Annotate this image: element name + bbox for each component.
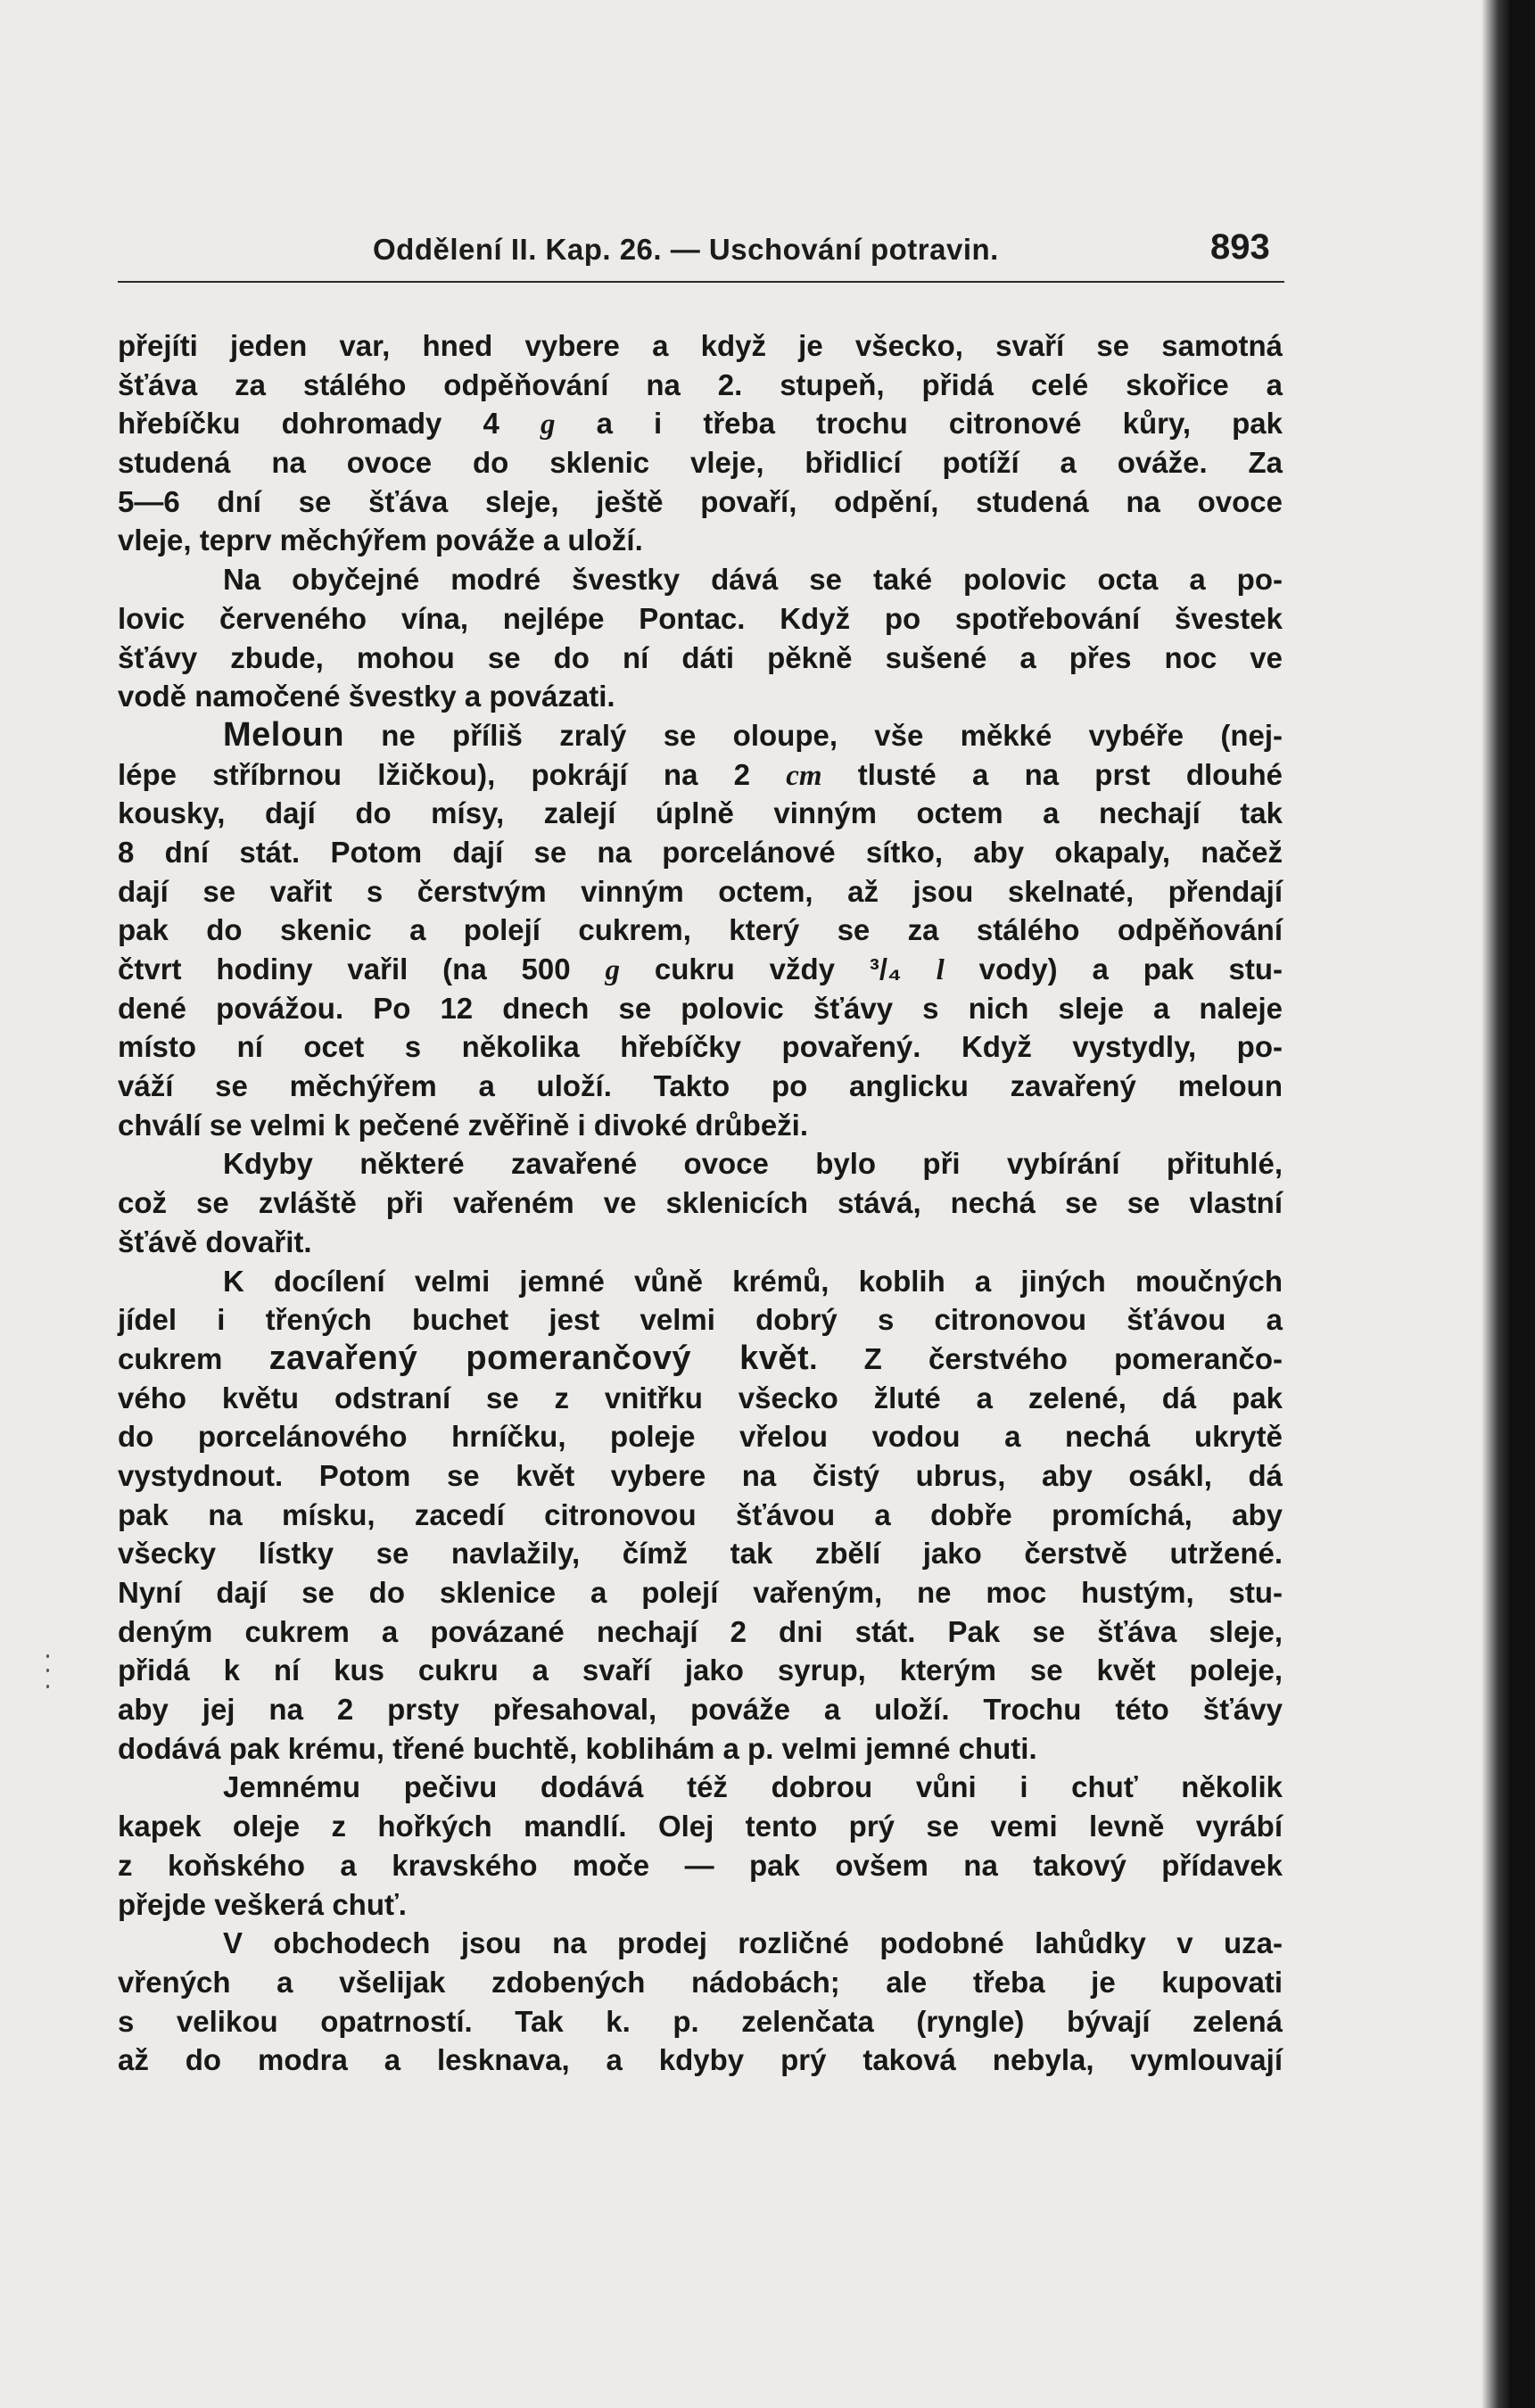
text-line: Jemnému pečivu dodává též dobrou vůni i chuť několik [223,1770,1283,1804]
page-number: 893 [1210,227,1270,267]
text-line: V obchodech jsou na prodej rozličné podobné lahůdky v uza- [223,1926,1283,1960]
text-line: 8 dní stát. Potom dají se na porcelánové sítko, aby okapaly, načež [118,835,1283,869]
text-line: přidá k ní kus cukru a svaří jako syrup, kterým se květ poleje, [118,1653,1283,1687]
text-line: deným cukrem a povázané nechají 2 dni stát. Pak se šťáva sleje, [118,1614,1283,1648]
text-line: dodává pak krému, třené buchtě, koblihám a p. velmi jemné chuti. [118,1731,1037,1765]
text-line: váží se měchýřem a uloží. Takto po anglicku zavařený meloun [118,1069,1283,1103]
text-line: aby jej na 2 prsty přesahoval, pováže a uloží. Trochu této šťávy [118,1693,1283,1727]
text-line: šťáva za stálého odpěňování na 2. stupeň, přidá celé skořice a [118,367,1283,401]
text-line: lépe stříbrnou lžičkou), pokrájí na 2 cm tlusté a na prst dlouhé [118,757,1283,792]
text-line: hřebíčku dohromady 4 g a i třeba trochu citronové kůry, pak [118,407,1283,441]
body-text [118,326,1283,2080]
text-line: přejde veškerá chuť. [118,1887,407,1921]
text-line: studená na ovoce do sklenic vleje, břidlicí potíží a ováže. Za [118,446,1283,480]
page-edge-shadow [1481,0,1512,2408]
text-line: Kdyby některé zavařené ovoce bylo při vybírání přituhlé, [223,1147,1283,1181]
text-line: šťávě dovařit. [118,1225,312,1258]
text-line: vystydnout. Potom se květ vybere na čistý ubrus, aby osákl, dá [118,1458,1283,1492]
margin-specks [46,1654,52,1708]
text-line: šťávy zbude, mohou se do ní dáti pěkně sušené a přes noc ve [118,640,1283,674]
text-line: kapek oleje z hořkých mandlí. Olej tento prý se vemi levně vyrábí [118,1810,1283,1843]
text-line: cukrem zavařený pomerančový květ. Z čerstvého pomerančo- [118,1339,1283,1377]
text-line: vleje, teprv měchýřem pováže a uloží. [118,524,643,557]
text-line: chválí se velmi k pečené zvěřině i divoké drůbeži. [118,1108,809,1142]
text-line: Nyní dají se do sklenice a polejí vařeným, ne moc hustým, stu- [118,1576,1283,1609]
text-line: Meloun ne příliš zralý se oloupe, vše měkké vybéře (nej- [223,715,1283,754]
unit-gram: g [540,408,556,441]
section-heading-pomerancovy-kvet: zavařený pomerančový květ [268,1339,810,1377]
text-line: z koňského a kravského moče — pak ovšem na takový přídavek [118,1848,1283,1882]
text-line: což se zvláště při vařeném ve sklenicích stává, nechá se se vlastní [118,1186,1283,1220]
unit-cm: cm [786,759,822,792]
text-line: přejíti jeden var, hned vybere a když je všecko, svaří se samotná [118,329,1283,362]
text-line: s velikou opatrností. Tak k. p. zelenčata (ryngle) bývají zelená [118,2004,1283,2038]
text-line: vého květu odstraní se z vnitřku všecko žluté a zelené, dá pak [118,1381,1283,1414]
header-rule [118,281,1284,283]
text-line: vodě namočené švestky a povázati. [118,680,615,713]
running-header-title: Oddělení II. Kap. 26. — Uschování potravin. [373,233,999,266]
text-line: místo ní ocet s několika hřebíčky povařený. Když vystydly, po- [118,1030,1283,1064]
text-line: pak do skenic a polejí cukrem, který se za stálého odpěňování [118,913,1283,947]
text-line: Na obyčejné modré švestky dává se také polovic octa a po- [223,563,1283,597]
text-line: všecky lístky se navlažily, čímž tak zbělí jako čerstvě utržené. [118,1537,1283,1571]
section-heading-meloun: Meloun [223,715,344,754]
text-line: do porcelánového hrníčku, poleje vřelou vodou a nechá ukrytě [118,1420,1283,1454]
running-header [0,227,1535,281]
text-line: kousky, dají do mísy, zalejí úplně vinným octem a nechají tak [118,796,1283,830]
unit-gram: g [605,954,620,986]
text-line: čtvrt hodiny vařil (na 500 g cukru vždy ³/₄ l vody) a pak stu- [118,952,1283,986]
unit-litre: l [936,954,945,986]
text-line: dené povážou. Po 12 dnech se polovic šťávy s nich sleje a naleje [118,991,1283,1025]
text-line: dají se vařit s čerstvým vinným octem, až jsou skelnaté, přendají [118,874,1283,908]
text-line: jídel i třených buchet jest velmi dobrý s citronovou šťávou a [118,1303,1283,1337]
text-line: 5—6 dní se šťáva sleje, ještě povaří, odpění, studená na ovoce [118,484,1283,518]
text-line: K docílení velmi jemné vůně krémů, koblih a jiných moučných [223,1264,1283,1298]
text-line: až do modra a lesknava, a kdyby prý taková nebyla, vymlouvají [118,2043,1283,2077]
text-line: vřených a všelijak zdobených nádobách; ale třeba je kupovati [118,1965,1283,1999]
text-line: pak na mísku, zacedí citronovou šťávou a dobře promíchá, aby [118,1497,1283,1531]
text-line: lovic červeného vína, nejlépe Pontac. Když po spotřebování švestek [118,601,1283,635]
